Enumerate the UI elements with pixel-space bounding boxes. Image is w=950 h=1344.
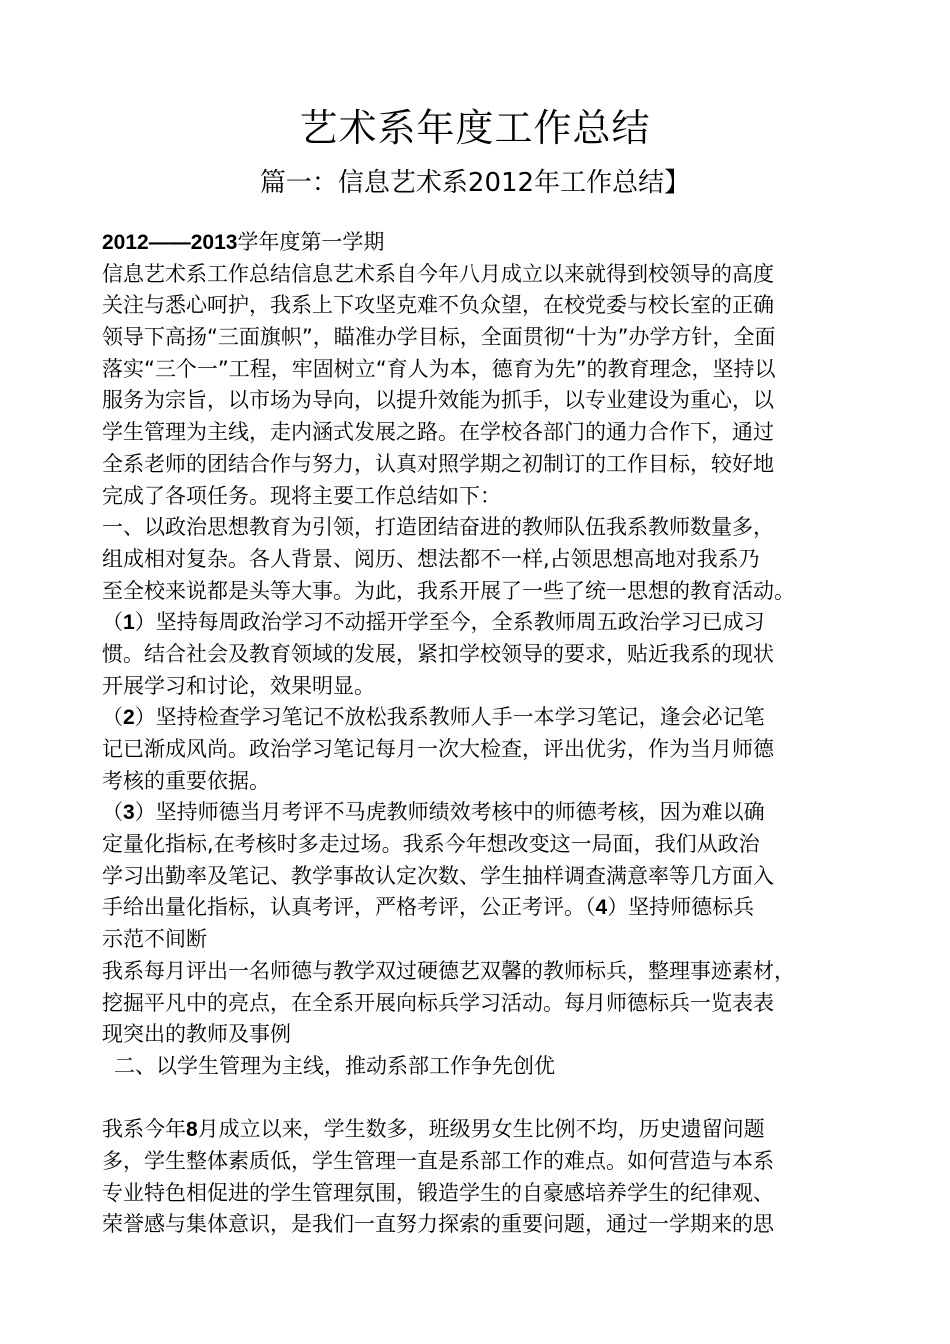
paragraph-line: 多，学生整体素质低，学生管理一直是系部工作的难点。如何营造与本系 xyxy=(102,1148,774,1173)
paragraph-line: 关注与悉心呵护，我系上下攻坚克难不负众望，在校党委与校长室的正确 xyxy=(102,293,774,318)
paragraph-line: 服务为宗旨，以市场为导向，以提升效能为抓手，以专业建设为重心，以 xyxy=(102,388,774,413)
section-2-number: 8 xyxy=(186,1118,198,1142)
document-title: 艺术系年度工作总结 xyxy=(299,106,651,150)
item-4-line xyxy=(102,892,872,924)
document-subtitle: 篇一：信息艺术系2012年工作总结】 xyxy=(259,168,691,198)
semester-line xyxy=(102,227,872,259)
item-3-open: （ xyxy=(102,800,123,825)
item-1-open: （ xyxy=(102,610,123,635)
paragraph-line: 全系老师的团结合作与努力，认真对照学期之初制订的工作目标，较好地 xyxy=(102,451,774,476)
item-2-open: （ xyxy=(102,705,123,730)
item-1-text: ）坚持每周政治学习不动摇开学至今，全系教师周五政治学习已成习 xyxy=(134,610,765,635)
item-4-continuation: 示范不间断 xyxy=(102,927,207,952)
item-3-text: ）坚持师德当月考评不马虎教师绩效考核中的师德考核，因为难以确 xyxy=(134,800,765,825)
item-4-text: ）坚持师德标兵 xyxy=(607,895,755,920)
item-1-line xyxy=(102,607,872,639)
paragraph-line: 开展学习和讨论，效果明显。 xyxy=(102,673,375,698)
paragraph-line: 现突出的教师及事例 xyxy=(102,1022,291,1047)
paragraph-line: 领导下高扬“三面旗帜”，瞄准办学目标，全面贯彻“十为”办学方针，全面 xyxy=(102,325,776,350)
section-1-heading: 一、以政治思想教育为引领，打造团结奋进的教师队伍我系教师数量多， xyxy=(102,515,774,540)
paragraph-line: 至全校来说都是头等大事。为此，我系开展了一些了统一思想的教育活动。 xyxy=(102,578,795,603)
paragraph-line: 完成了各项任务。现将主要工作总结如下： xyxy=(102,483,501,508)
paragraph-line: 组成相对复杂。各人背景、阅历、想法都不一样,占领思想高地对我系乃 xyxy=(102,546,760,571)
semester-years: 2012——2013 xyxy=(102,231,238,254)
section-2-prefix: 我系今年 xyxy=(102,1117,186,1142)
paragraph-line: 学生管理为主线，走内涵式发展之路。在学校各部门的通力合作下，通过 xyxy=(102,420,774,445)
paragraph-line: 记已渐成风尚。政治学习笔记每月一次大检查，评出优劣，作为当月师德 xyxy=(102,737,774,761)
item-3-last-prefix: 手给出量化指标，认真考评，严格考评，公正考评。（ xyxy=(102,895,596,920)
paragraph-gap xyxy=(102,1083,872,1115)
paragraph-line: 专业特色相促进的学生管理氛围，锻造学生的自豪感培养学生的纪律观、 xyxy=(102,1180,774,1205)
item-3-number: 3 xyxy=(123,801,135,825)
section-2-rest: 月成立以来，学生数多，班级男女生比例不均，历史遗留问题 xyxy=(197,1117,765,1142)
paragraph-line: 学习出勤率及笔记、教学事故认定次数、学生抽样调查满意率等几方面入 xyxy=(102,863,774,888)
item-2-number: 2 xyxy=(123,706,135,730)
item-1-number: 1 xyxy=(123,611,135,635)
paragraph-line: 考核的重要依据。 xyxy=(102,768,270,793)
semester-label: 学年度第一学期 xyxy=(237,230,385,254)
paragraph-line: 荣誉感与集体意识，是我们一直努力探索的重要问题，通过一学期来的思 xyxy=(102,1212,774,1237)
item-2-line xyxy=(102,702,872,734)
paragraph-line: 挖掘平凡中的亮点，在全系开展向标兵学习活动。每月师德标兵一览表表 xyxy=(102,990,774,1015)
document-body xyxy=(102,227,872,1241)
paragraph-line: 我系每月评出一名师德与教学双过硬德艺双馨的教师标兵，整理事迹素材， xyxy=(102,958,795,983)
item-2-text: ）坚持检查学习笔记不放松我系教师人手一本学习笔记，逢会必记笔 xyxy=(134,705,765,730)
section-2-first-line xyxy=(102,1114,872,1146)
item-4-number: 4 xyxy=(595,896,608,920)
paragraph-line: 落实“三个一”工程，牢固树立“育人为本，德育为先”的教育理念，坚持以 xyxy=(102,356,776,381)
item-3-line xyxy=(102,797,872,829)
paragraph-line: 信息艺术系工作总结信息艺术系自今年八月成立以来就得到校领导的高度 xyxy=(102,261,774,286)
section-2-heading: 二、以学生管理为主线，推动系部工作争先创优 xyxy=(114,1053,555,1078)
paragraph-line: 定量化指标,在考核时多走过场。我系今年想改变这一局面，我们从政治 xyxy=(102,832,760,857)
paragraph-line: 惯。结合社会及教育领域的发展，紧扣学校领导的要求，贴近我系的现状 xyxy=(102,641,774,666)
